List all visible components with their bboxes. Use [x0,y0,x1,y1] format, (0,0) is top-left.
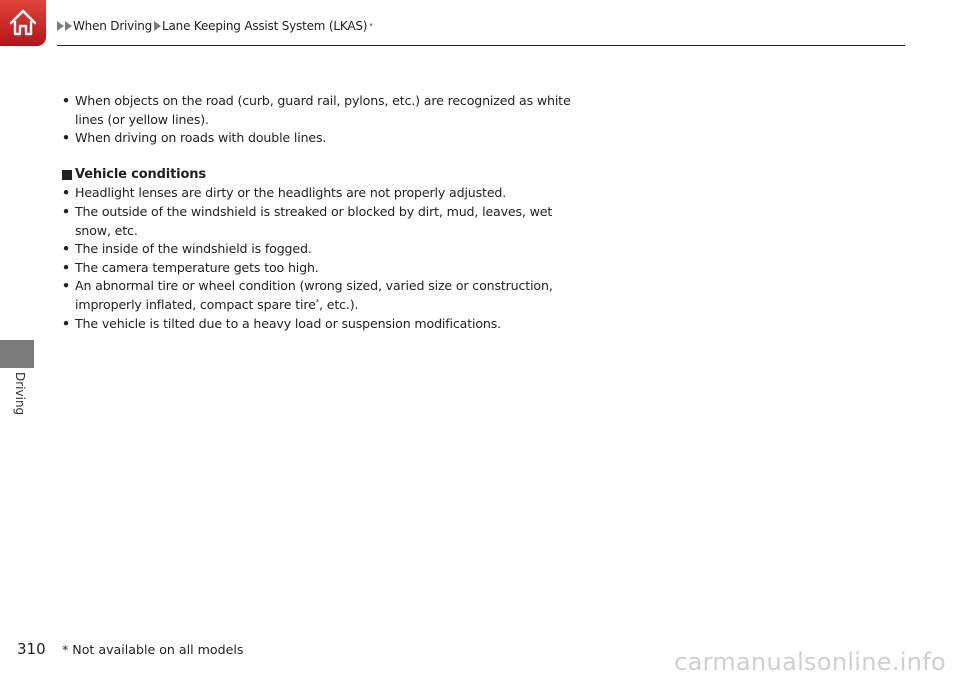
bullet-icon: • [62,93,70,108]
list-item: • The vehicle is tilted due to a heavy load or suspension modifications. [62,315,592,334]
list-item: • When driving on roads with double lines. [62,129,592,148]
section-heading: Vehicle conditions [62,166,592,185]
bullet-icon: • [62,130,70,146]
page-content [62,92,592,333]
side-tab-label: Driving [13,372,27,416]
breadcrumb: When Driving Lane Keeping Assist System (LKAS) * [57,19,373,33]
list-item: • The camera temperature gets too high. [62,259,592,278]
breadcrumb-current-lkas: Lane Keeping Assist System (LKAS) [162,19,368,33]
list-item: • Headlight lenses are dirty or the headlights are not properly adjusted. [62,184,592,203]
footnote: * Not available on all models [62,642,244,657]
bullet-icon: • [62,278,70,294]
footnote-asterisk: * [315,297,320,306]
list-item: • An abnormal tire or wheel condition (wrong sized, varied size or construction, improperly inflated, compact spare tire*, etc.). [62,278,553,312]
home-button[interactable] [0,0,46,46]
bullet-icon: • [62,203,70,219]
home-icon [7,6,39,38]
watermark: carmanualsonline.info [674,648,946,676]
list-item: • When objects on the road (curb, guard rail, pylons, etc.) are recognized as white lines (or yellow lines). [62,93,571,127]
list-item: • The inside of the windshield is fogged. [62,240,592,259]
breadcrumb-arrow-icon [154,21,161,31]
bullet-icon: • [62,259,70,275]
header-divider [57,45,905,46]
section-square-icon [62,170,72,180]
side-tab[interactable] [0,340,34,368]
bullet-icon: • [62,185,70,201]
breadcrumb-arrow-icon [57,21,64,31]
bullet-icon: • [62,315,70,331]
page-number: 310 [17,640,46,658]
breadcrumb-link-when-driving[interactable]: When Driving [73,19,153,33]
bullet-icon: • [62,241,70,257]
breadcrumb-arrow-icon [65,21,72,31]
list-item: • The outside of the windshield is streaked or blocked by dirt, mud, leaves, wet snow, etc. [62,203,553,238]
